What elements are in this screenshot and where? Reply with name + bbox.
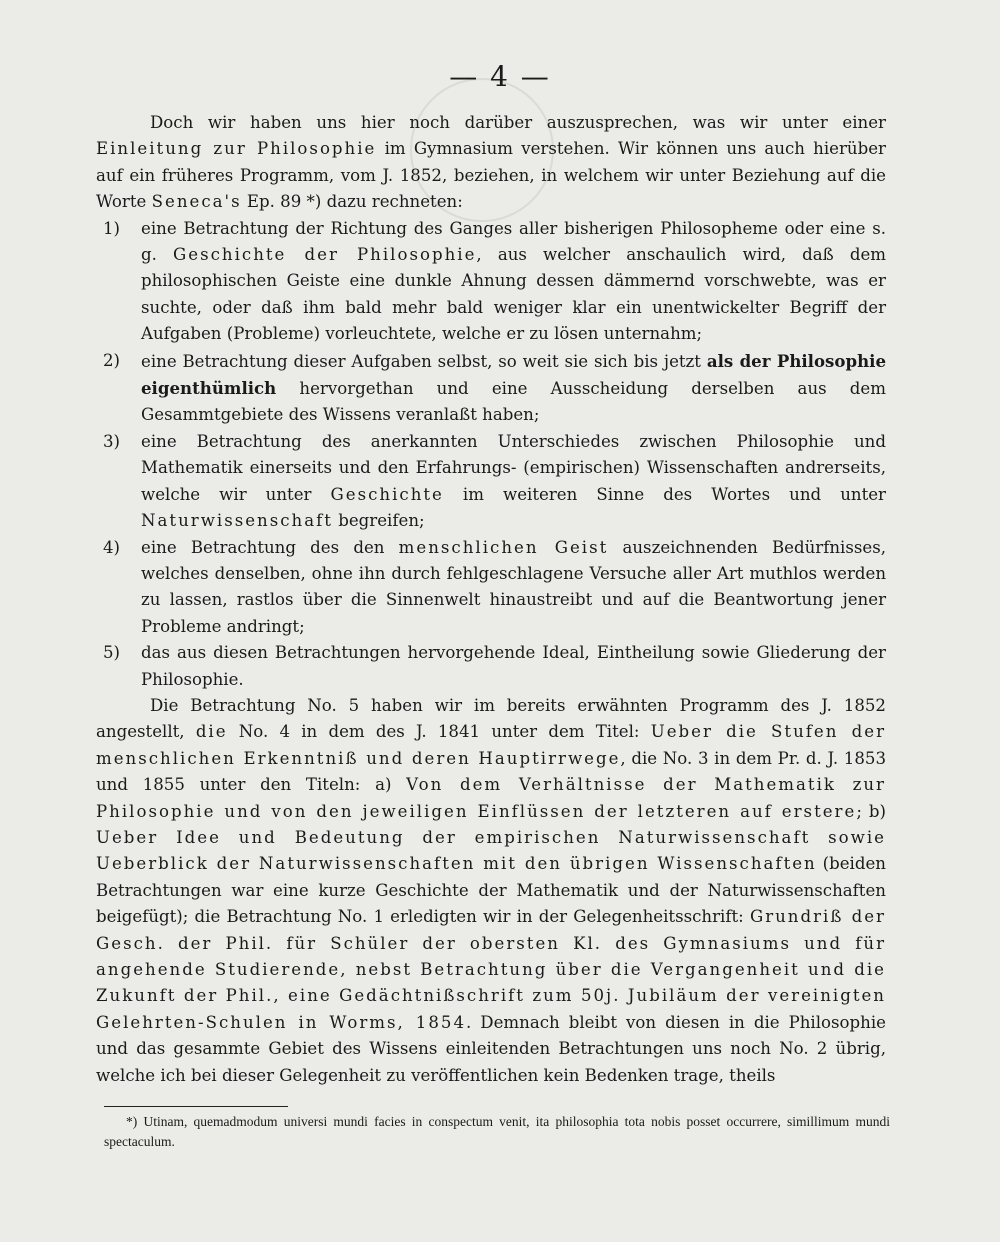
- emphasis: die: [195, 722, 228, 742]
- emphasis: Naturwissenschaft: [141, 511, 333, 531]
- item-number: 2): [103, 350, 121, 370]
- emphasis: Geschichte der Philosophie: [173, 245, 477, 265]
- emphasis: Ueber Idee und Bedeutung der empirischen Naturwissenschaft sowie Ueberblick der Naturwissenschaften mit den übrigen Wissenschaften: [96, 827, 886, 874]
- emphasis: Ueber die Stufen der menschlichen Erkenntniß und deren Hauptirrwege: [96, 722, 887, 768]
- item-number: 1): [103, 218, 121, 238]
- item-number: 3): [103, 431, 121, 451]
- list-item: 5) das aus diesen Betrachtungen hervorgehende Ideal, Eintheilung sowie Gliederung der Philosophie.: [96, 640, 886, 693]
- footnote: *) Utinam, quemadmodum universi mundi facies in conspectum venit, ita philosophia tota nobis posset occurrere, simillimum mundi spectaculum.: [104, 1114, 890, 1149]
- emphasis: Seneca's: [151, 192, 242, 212]
- emphasis: Geschichte: [330, 484, 444, 504]
- body-text: [96, 110, 886, 1089]
- item-number: 5): [103, 643, 121, 663]
- list-item: 3) eine Betrachtung des anerkannten Unterschiedes zwischen Philosophie und Mathematik einerseits und den Erfahrungs- (empirischen) Wissenschaften andrerseits, welche wir unter Geschichte im weiteren Sinne des Wortes und unter Naturwissenschaft begreifen;: [96, 429, 886, 535]
- enumerated-list: [96, 216, 886, 693]
- item-number: 4): [103, 537, 121, 557]
- closing-paragraph: Die Betrachtung No. 5 haben wir im bereits erwähnten Programm des J. 1852 angestellt, die No. 4 in dem des J. 1841 unter dem Titel: Ueber die Stufen der menschlichen Erkenntniß und deren Hauptirrwege, die No. 3 in dem Pr. d. J. 1853 und 1855 unter den Titeln: a) Von dem Verhältnisse der Mathematik zur Philosophie und von den jeweiligen Einflüssen der letzteren auf erstere; b) Ueber Idee und Bedeutung der empirischen Naturwissenschaft sowie Ueberblick der Naturwissenschaften mit den übrigen Wissenschaften (beiden Betrachtungen war eine kurze Geschichte der Mathematik und der Naturwissenschaften beigefügt); die Betrachtung No. 1 erledigten wir in der Gelegenheitsschrift: Grundriß der Gesch. der Phil. für Schüler der obersten Kl. des Gymnasiums und für angehende Studierende, nebst Betrachtung über die Vergangenheit und die Zukunft der Phil., eine Gedächtnißschrift zum 50j. Jubiläum der vereinigten Gelehrten-Schulen in Worms, 1854. Demnach bleibt von diesen in die Philosophie und das gesammte Gebiet des Wissens einleitenden Betrachtungen uns noch No. 2 übrig, welche ich bei dieser Gelegenheit zu veröffentlichen kein Bedenken trage, theils: [96, 695, 887, 1085]
- emphasis: menschlichen Geist: [398, 537, 609, 557]
- emphasis: Grundriß der Gesch. der Phil. für Schüler der obersten Kl. des Gymnasiums und für angehende Studierende, nebst Betrachtung über die Vergangenheit und die Zukunft der Phil., eine Gedächtnißschrift zum 50j. Jubiläum der vereinigten Gelehrten-Schulen in Worms, 1854: [96, 907, 886, 1032]
- list-item: 1) eine Betrachtung der Richtung des Ganges aller bisherigen Philosopheme oder eine s. g. Geschichte der Philosophie, aus welcher anschaulich wird, daß dem philosophischen Geiste eine dunkle Ahnung dessen dämmernd vorschwebte, was er suchte, oder daß ihm bald mehr bald weniger klar ein unentwickelter Begriff der Aufgaben (Probleme) vorleuchtete, welche er zu lösen unternahm;: [96, 216, 886, 348]
- page-number: — 4 —: [449, 60, 551, 93]
- list-item: 4) eine Betrachtung des den menschlichen Geist auszeichnenden Bedürfnisses, welches denselben, ohne ihn durch fehlgeschlagene Versuche aller Art muthlos werden zu lassen, rastlos über die Sinnenwelt hinaustreibt und auf die Beantwortung jener Probleme andringt;: [96, 535, 886, 641]
- list-item: 2) eine Betrachtung dieser Aufgaben selbst, so weit sie sich bis jetzt als der Philosophie eigenthümlich hervorgethan und eine Ausscheidung derselben aus dem Gesammtgebiete des Wissens veranlaßt haben;: [96, 348, 886, 429]
- footnote-rule: [104, 1106, 288, 1107]
- emphasis: Einleitung zur Philosophie: [96, 139, 377, 159]
- intro-paragraph: Doch wir haben uns hier noch darüber auszusprechen, was wir unter einer Einleitung zur Philosophie im Gymnasium verstehen. Wir können uns auch hierüber auf ein früheres Programm, vom J. 1852, beziehen, in welchem wir unter Beziehung auf die Worte Seneca's Ep. 89 *) dazu rechneten:: [96, 113, 886, 212]
- emphasis: Von dem Verhältnisse der Mathematik zur Philosophie und von den jeweiligen Einflüssen der letzteren auf erstere: [96, 775, 886, 821]
- emphasis: als der Philosophie eigenthümlich: [141, 350, 886, 399]
